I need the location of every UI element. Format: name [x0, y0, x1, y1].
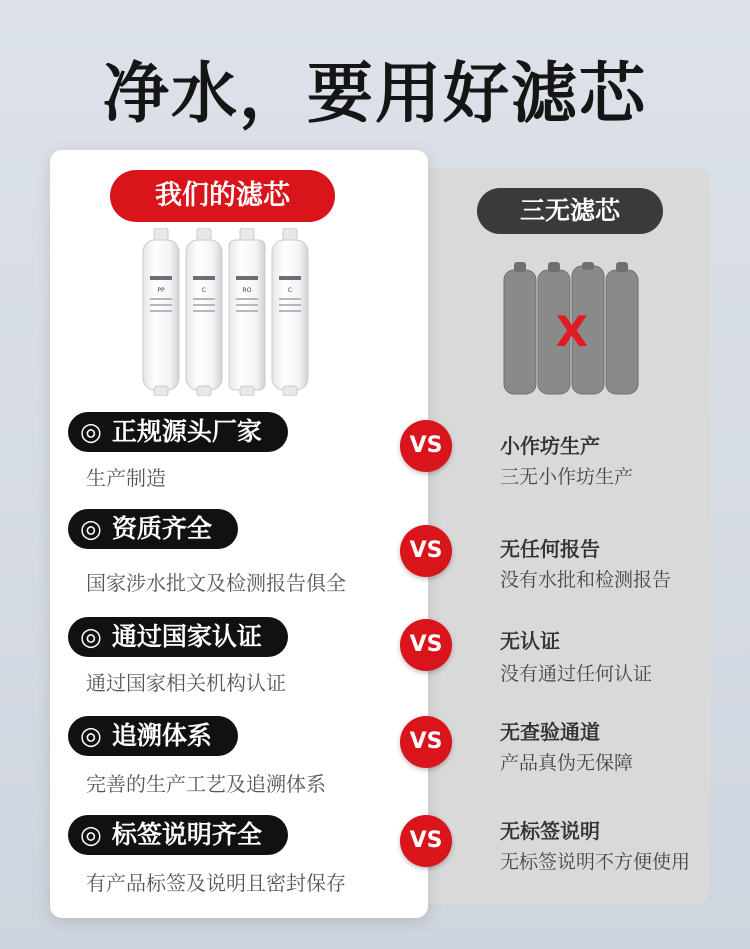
- headline: 净水，要用好滤芯: [103, 55, 647, 132]
- filter-label-4: C: [287, 287, 293, 294]
- filter-cartridge-3: [229, 228, 265, 396]
- vs-badge: VS: [400, 525, 452, 577]
- filter-label-2: C: [201, 287, 207, 294]
- circle-icon: ◎: [80, 622, 102, 651]
- our-filter-label: 我们的滤芯: [110, 170, 335, 222]
- cross-mark-icon: X: [555, 307, 589, 356]
- con-title: 无任何报告: [500, 537, 600, 561]
- feature-pill: [68, 617, 288, 657]
- feature-pill: [68, 716, 238, 756]
- con-title: 无认证: [500, 629, 560, 653]
- con-desc: 没有水批和检测报告: [500, 569, 672, 591]
- feature-pill: [68, 509, 238, 549]
- vs-badge: VS: [400, 619, 452, 671]
- feature-desc: 生产制造: [86, 466, 166, 490]
- feature-title: 正规源头厂家: [111, 417, 262, 446]
- feature-pill: [68, 412, 288, 452]
- comparison-row-1: [0, 412, 750, 512]
- con-title: 无查验通道: [500, 720, 600, 744]
- feature-desc: 通过国家相关机构认证: [86, 671, 286, 695]
- filter-cartridge-1: [143, 228, 179, 396]
- feature-desc: 完善的生产工艺及追溯体系: [86, 772, 326, 796]
- con-title: 无标签说明: [500, 819, 600, 843]
- fake-filters-image: [500, 262, 645, 398]
- feature-desc: 有产品标签及说明且密封保存: [86, 871, 346, 895]
- filter-cartridge-2: [186, 228, 222, 396]
- comparison-row-5: [0, 815, 750, 915]
- vs-badge: VS: [400, 716, 452, 768]
- con-desc: 三无小作坊生产: [500, 466, 634, 488]
- circle-icon: ◎: [80, 514, 102, 543]
- con-desc: 没有通过任何认证: [500, 663, 653, 685]
- circle-icon: ◎: [80, 417, 102, 446]
- vs-badge: VS: [400, 815, 452, 867]
- comparison-row-3: [0, 617, 750, 717]
- vs-badge: VS: [400, 420, 452, 472]
- feature-desc: 国家涉水批文及检测报告俱全: [86, 571, 346, 595]
- filter-label-3: RO: [242, 287, 252, 294]
- con-title: 小作坊生产: [500, 434, 600, 458]
- feature-title: 资质齐全: [111, 514, 212, 543]
- feature-title: 通过国家认证: [111, 622, 262, 651]
- circle-icon: ◎: [80, 721, 102, 750]
- filter-label-1: PP: [157, 287, 165, 294]
- our-filters-image: [140, 228, 320, 396]
- circle-icon: ◎: [80, 820, 102, 849]
- feature-title: 追溯体系: [111, 721, 212, 750]
- con-desc: 产品真伪无保障: [500, 752, 634, 774]
- fake-filter-label: 三无滤芯: [477, 188, 663, 234]
- comparison-row-4: [0, 716, 750, 816]
- feature-pill: [68, 815, 288, 855]
- comparison-row-2: [0, 509, 750, 609]
- feature-title: 标签说明齐全: [111, 820, 262, 849]
- con-desc: 无标签说明不方便使用: [500, 851, 691, 873]
- filter-cartridge-4: [272, 228, 308, 396]
